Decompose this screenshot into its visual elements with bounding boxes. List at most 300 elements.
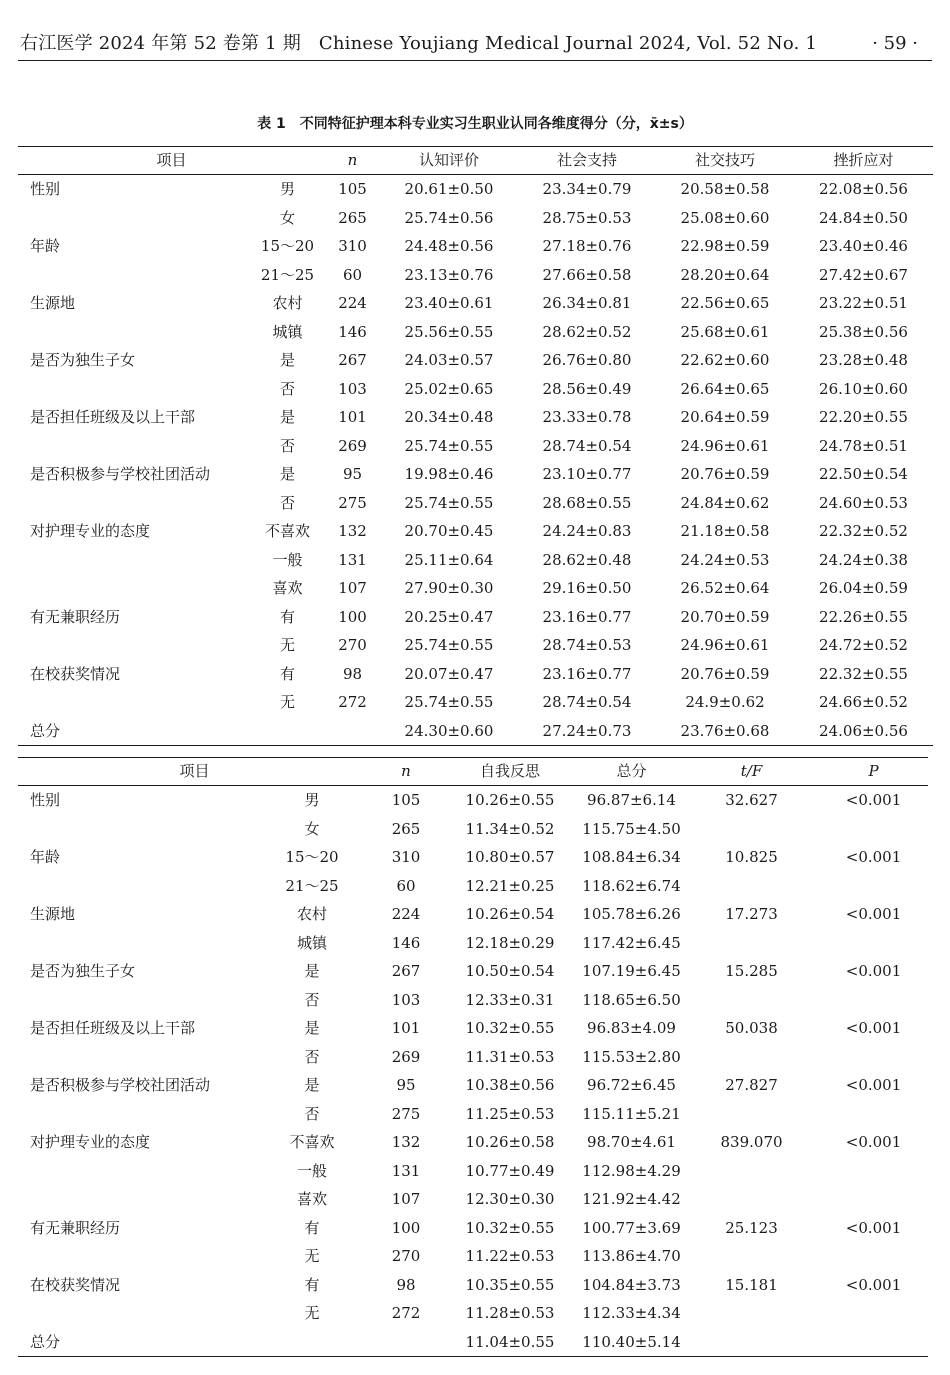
row-value-a: 25.11±0.64 <box>404 550 494 569</box>
row-subgroup: 无 <box>304 1247 320 1265</box>
row-subgroup: 不喜欢 <box>289 1133 335 1151</box>
row-item: 是否担任班级及以上干部 <box>30 408 196 426</box>
row-value-c: 20.76±0.59 <box>680 465 770 483</box>
row-value-d <box>819 1185 928 1214</box>
header-social-support: 社会支持 <box>518 147 656 175</box>
table-row <box>18 1128 928 1157</box>
row-value-b: 100.77±3.69 <box>582 1218 681 1237</box>
row-value-b: 104.84±3.73 <box>582 1275 681 1294</box>
journal-line <box>20 30 817 58</box>
row-value-b: 96.72±6.45 <box>587 1076 676 1094</box>
row-value-a: 12.30±0.30 <box>465 1190 555 1208</box>
table-row <box>18 432 933 461</box>
table-caption <box>0 113 950 135</box>
row-value-a: 12.21±0.25 <box>465 876 555 895</box>
table-row <box>18 204 933 233</box>
row-value-b: 28.62±0.52 <box>542 322 632 341</box>
row-n: 224 <box>338 294 367 312</box>
row-value-a: 10.80±0.57 <box>465 848 555 866</box>
row-value-c: 20.58±0.58 <box>680 180 770 198</box>
row-n: 269 <box>338 436 367 455</box>
row-item: 是否为独生子女 <box>30 351 136 369</box>
row-value-a: 11.34±0.52 <box>465 819 555 838</box>
row-value-d: 23.40±0.46 <box>819 237 908 255</box>
row-n: 132 <box>391 1133 421 1151</box>
row-value-d: 25.38±0.56 <box>819 322 908 341</box>
row-value-a: 11.25±0.53 <box>465 1104 555 1123</box>
row-value-a: 25.74±0.56 <box>404 208 494 227</box>
row-value-d <box>819 1299 928 1328</box>
row-value-a: 25.74±0.55 <box>404 636 494 654</box>
row-n: 107 <box>338 579 367 597</box>
row-value-c: 27.827 <box>725 1076 778 1094</box>
header-self-reflection: 自我反思 <box>441 758 579 786</box>
row-value-d: 26.04±0.59 <box>819 579 908 597</box>
row-value-b: 23.16±0.77 <box>542 607 632 626</box>
row-value-a: 20.70±0.45 <box>404 522 494 540</box>
row-value-d <box>819 1157 928 1186</box>
table-row <box>18 688 933 717</box>
header-cognitive: 认知评价 <box>380 147 518 175</box>
row-value-a: 24.48±0.56 <box>404 237 494 255</box>
row-n: 105 <box>338 180 367 198</box>
row-value-b: 98.70±4.61 <box>587 1133 676 1151</box>
row-n: 265 <box>391 819 421 838</box>
header-p: P <box>819 758 928 786</box>
table-row <box>18 1214 928 1243</box>
row-subgroup: 否 <box>280 493 296 512</box>
row-subgroup: 有 <box>280 607 296 626</box>
row-item <box>18 546 250 575</box>
row-value-d <box>819 872 928 901</box>
row-n: 103 <box>391 990 421 1009</box>
row-n: 60 <box>342 265 363 284</box>
row-n: 98 <box>396 1275 416 1294</box>
row-subgroup: 否 <box>304 1047 320 1066</box>
row-value-d: <0.001 <box>845 1076 902 1094</box>
row-n: 275 <box>338 493 367 512</box>
row-subgroup: 否 <box>280 436 296 455</box>
row-item <box>18 489 250 518</box>
row-n <box>325 717 380 746</box>
row-value-d: 22.32±0.55 <box>819 664 908 683</box>
row-value-c: 22.56±0.65 <box>680 294 770 312</box>
row-n: 100 <box>391 1218 421 1237</box>
table-row <box>18 517 933 546</box>
row-item <box>18 1157 253 1186</box>
row-item: 生源地 <box>30 905 76 923</box>
row-item: 在校获奖情况 <box>30 664 121 683</box>
row-subgroup: 21～25 <box>260 265 315 284</box>
row-subgroup: 是 <box>304 962 320 980</box>
row-item: 生源地 <box>30 294 76 312</box>
row-item <box>18 1043 253 1072</box>
row-subgroup: 无 <box>280 693 296 711</box>
row-value-b: 105.78±6.26 <box>582 905 681 923</box>
row-value-a: 25.74±0.55 <box>404 436 494 455</box>
row-value-c: 20.64±0.59 <box>680 408 770 426</box>
row-value-c: 22.98±0.59 <box>680 237 770 255</box>
row-item <box>18 815 253 844</box>
row-value-d: 24.06±0.56 <box>794 717 933 746</box>
table-row <box>18 1242 928 1271</box>
row-item: 年龄 <box>30 237 61 255</box>
row-value-b: 23.33±0.78 <box>542 408 632 426</box>
row-item <box>18 1185 253 1214</box>
row-subgroup: 15～20 <box>285 848 339 866</box>
header-social-skills: 社交技巧 <box>656 147 794 175</box>
row-item: 对护理专业的态度 <box>30 522 151 540</box>
row-subgroup: 男 <box>304 791 320 809</box>
row-value-a: 24.30±0.60 <box>380 717 518 746</box>
table-row <box>18 843 928 872</box>
header-item: 项目 <box>18 147 325 175</box>
row-value-b: 96.87±6.14 <box>587 791 676 809</box>
row-value-b: 28.74±0.54 <box>542 693 632 711</box>
row-item: 性别 <box>30 180 61 198</box>
row-subgroup <box>253 1328 371 1357</box>
header-item: 项目 <box>18 758 371 786</box>
row-value-c <box>684 1157 819 1186</box>
row-item: 有无兼职经历 <box>30 1218 121 1237</box>
row-value-a: 10.77±0.49 <box>465 1161 555 1180</box>
row-value-d: <0.001 <box>845 1133 902 1151</box>
row-item <box>18 1242 253 1271</box>
row-value-a: 20.07±0.47 <box>404 664 494 683</box>
row-value-d: 24.66±0.52 <box>819 693 908 711</box>
table-row <box>18 815 928 844</box>
table-row <box>18 1014 928 1043</box>
row-value-d <box>819 1328 928 1357</box>
row-value-a: 24.03±0.57 <box>404 351 494 369</box>
row-subgroup: 无 <box>280 636 296 654</box>
row-item: 年龄 <box>30 848 61 866</box>
running-header <box>18 30 932 61</box>
row-value-d: <0.001 <box>845 1019 902 1037</box>
row-n: 270 <box>338 636 367 654</box>
row-value-a: 19.98±0.46 <box>404 465 494 483</box>
row-subgroup: 有 <box>304 1218 320 1237</box>
row-item <box>18 929 253 958</box>
row-value-a: 10.26±0.54 <box>465 905 555 923</box>
row-value-c: 50.038 <box>725 1019 778 1037</box>
row-value-c <box>684 1328 819 1357</box>
row-value-b: 121.92±4.42 <box>582 1190 681 1208</box>
row-n: 267 <box>391 962 421 980</box>
row-value-b: 118.62±6.74 <box>582 876 681 895</box>
row-value-c <box>684 872 819 901</box>
row-value-a: 11.04±0.55 <box>441 1328 579 1357</box>
table-row <box>18 346 933 375</box>
row-value-c: 25.123 <box>725 1218 778 1237</box>
row-item: 在校获奖情况 <box>30 1275 121 1294</box>
row-value-a: 25.74±0.55 <box>404 693 494 711</box>
row-value-c: 23.76±0.68 <box>656 717 794 746</box>
row-value-a: 20.34±0.48 <box>404 408 494 426</box>
header-frustration: 挫折应对 <box>794 147 933 175</box>
table-row <box>18 900 928 929</box>
row-value-b: 27.18±0.76 <box>542 237 632 255</box>
row-value-c: 15.181 <box>725 1275 778 1294</box>
row-value-c: 32.627 <box>725 791 778 809</box>
row-value-b: 27.24±0.73 <box>518 717 656 746</box>
table-row <box>18 1271 928 1300</box>
journal-cn: 右江医学 2024 年第 52 卷第 1 期 <box>20 33 301 54</box>
row-value-c: 24.24±0.53 <box>680 550 770 569</box>
row-n: 131 <box>338 550 367 569</box>
row-n: 131 <box>391 1161 421 1180</box>
row-n: 224 <box>391 905 421 923</box>
row-value-b: 23.10±0.77 <box>542 465 632 483</box>
row-value-c <box>684 1043 819 1072</box>
table-row <box>18 660 933 689</box>
table-header-row <box>18 147 933 175</box>
table-row <box>18 1157 928 1186</box>
row-subgroup: 是 <box>280 351 296 369</box>
row-value-b: 28.74±0.54 <box>542 436 632 455</box>
row-value-a: 10.32±0.55 <box>465 1019 555 1037</box>
row-subgroup: 否 <box>304 1104 320 1123</box>
table-row <box>18 1043 928 1072</box>
table-row <box>18 289 933 318</box>
row-value-c <box>684 1100 819 1129</box>
row-subgroup: 城镇 <box>272 322 303 341</box>
page-number: · 59 · <box>872 33 918 54</box>
table-row <box>18 986 928 1015</box>
row-value-a: 10.26±0.58 <box>465 1133 555 1151</box>
row-value-b: 23.34±0.79 <box>542 180 632 198</box>
row-value-b: 96.83±4.09 <box>587 1019 676 1037</box>
row-value-a: 20.25±0.47 <box>404 607 494 626</box>
row-value-a: 20.61±0.50 <box>404 180 494 198</box>
row-value-d: 27.42±0.67 <box>819 265 908 284</box>
row-value-b: 107.19±6.45 <box>582 962 681 980</box>
row-value-d <box>819 929 928 958</box>
row-subgroup: 21～25 <box>285 876 339 895</box>
row-value-a: 23.13±0.76 <box>404 265 494 284</box>
table-row <box>18 1328 928 1357</box>
row-n: 95 <box>342 465 363 483</box>
row-subgroup: 一般 <box>297 1161 328 1180</box>
table-row <box>18 375 933 404</box>
row-item: 对护理专业的态度 <box>30 1133 151 1151</box>
table-row <box>18 175 933 204</box>
row-item <box>18 1299 253 1328</box>
row-value-a: 27.90±0.30 <box>404 579 494 597</box>
row-value-c: 24.9±0.62 <box>685 693 765 711</box>
row-item: 是否积极参与学校社团活动 <box>30 1076 211 1094</box>
row-subgroup: 15～20 <box>260 237 315 255</box>
row-value-a: 11.31±0.53 <box>465 1047 555 1066</box>
row-value-b: 118.65±6.50 <box>582 990 681 1009</box>
row-subgroup: 城镇 <box>297 933 328 952</box>
row-subgroup: 有 <box>280 664 296 683</box>
row-subgroup: 否 <box>304 990 320 1009</box>
row-value-d: <0.001 <box>845 1275 902 1294</box>
row-value-d <box>819 815 928 844</box>
table-part-1 <box>18 146 933 746</box>
row-subgroup: 是 <box>304 1019 320 1037</box>
row-value-c <box>684 1185 819 1214</box>
row-value-b: 115.11±5.21 <box>582 1104 681 1123</box>
row-n: 100 <box>338 607 367 626</box>
table-row <box>18 574 933 603</box>
table-row <box>18 957 928 986</box>
row-value-d: 24.24±0.38 <box>819 550 908 569</box>
row-subgroup: 女 <box>280 208 296 227</box>
row-value-c <box>684 1299 819 1328</box>
row-n: 275 <box>391 1104 421 1123</box>
row-subgroup: 喜欢 <box>297 1190 328 1208</box>
header-n: n <box>325 147 380 175</box>
row-value-b: 26.34±0.81 <box>542 294 632 312</box>
row-n: 98 <box>342 664 363 683</box>
row-subgroup: 一般 <box>272 550 303 569</box>
row-value-b: 28.74±0.53 <box>542 636 632 654</box>
table-row <box>18 1100 928 1129</box>
table-row <box>18 232 933 261</box>
row-value-a: 11.22±0.53 <box>465 1247 555 1265</box>
row-value-d: 24.84±0.50 <box>819 208 908 227</box>
table-row <box>18 403 933 432</box>
row-value-c <box>684 815 819 844</box>
row-value-d: 22.50±0.54 <box>819 465 908 483</box>
row-subgroup: 有 <box>304 1275 320 1294</box>
row-value-c: 839.070 <box>720 1133 783 1151</box>
row-n: 269 <box>391 1047 421 1066</box>
row-value-b: 29.16±0.50 <box>542 579 632 597</box>
row-n: 267 <box>338 351 367 369</box>
row-value-b: 24.24±0.83 <box>542 522 632 540</box>
row-item: 是否为独生子女 <box>30 962 136 980</box>
row-item <box>18 872 253 901</box>
row-value-c: 24.84±0.62 <box>680 493 770 512</box>
row-value-c: 21.18±0.58 <box>680 522 770 540</box>
row-subgroup: 是 <box>280 465 296 483</box>
row-value-b: 112.98±4.29 <box>582 1161 681 1180</box>
row-value-d: 22.08±0.56 <box>819 180 908 198</box>
row-value-c: 28.20±0.64 <box>680 265 770 284</box>
row-value-b: 28.62±0.48 <box>542 550 632 569</box>
row-item <box>18 261 250 290</box>
row-item <box>18 986 253 1015</box>
table-row <box>18 786 928 815</box>
row-n: 107 <box>391 1190 421 1208</box>
row-value-c: 20.76±0.59 <box>680 664 770 683</box>
table-number: 表 1 <box>257 116 286 132</box>
row-value-d: 26.10±0.60 <box>819 379 908 398</box>
row-value-b: 28.68±0.55 <box>542 493 632 512</box>
row-value-d <box>819 986 928 1015</box>
row-value-d: <0.001 <box>845 962 902 980</box>
row-subgroup: 无 <box>304 1304 320 1322</box>
row-value-c: 17.273 <box>725 905 778 923</box>
row-n: 103 <box>338 379 367 398</box>
table-1-body <box>18 175 933 746</box>
row-item <box>18 318 250 347</box>
row-value-c: 25.08±0.60 <box>680 208 770 227</box>
row-value-b: 115.53±2.80 <box>582 1047 681 1066</box>
row-n: 310 <box>338 237 367 255</box>
row-value-c: 15.285 <box>725 962 778 980</box>
row-value-a: 25.74±0.55 <box>404 493 494 512</box>
row-value-c <box>684 929 819 958</box>
row-value-c: 24.96±0.61 <box>680 436 770 455</box>
row-value-a: 25.02±0.65 <box>404 379 494 398</box>
table-row <box>18 872 928 901</box>
row-subgroup <box>250 717 325 746</box>
table-row <box>18 1299 928 1328</box>
row-value-b: 28.56±0.49 <box>542 379 632 398</box>
row-n: 101 <box>338 408 367 426</box>
row-item: 总分 <box>18 1328 253 1357</box>
row-value-d: 24.72±0.52 <box>819 636 908 654</box>
row-value-d <box>819 1043 928 1072</box>
row-item <box>18 1100 253 1129</box>
row-value-c: 26.64±0.65 <box>680 379 770 398</box>
row-value-b: 28.75±0.53 <box>542 208 632 227</box>
table-row <box>18 489 933 518</box>
row-value-a: 10.26±0.55 <box>465 791 555 809</box>
row-n: 132 <box>338 522 367 540</box>
row-value-b: 117.42±6.45 <box>582 933 681 952</box>
row-value-b: 108.84±6.34 <box>582 848 681 866</box>
row-value-c: 24.96±0.61 <box>680 636 770 654</box>
row-value-b: 27.66±0.58 <box>542 265 632 284</box>
row-subgroup: 农村 <box>272 294 303 312</box>
table-row <box>18 929 928 958</box>
row-n: 265 <box>338 208 367 227</box>
row-item: 总分 <box>18 717 250 746</box>
row-n <box>371 1328 441 1357</box>
row-subgroup: 农村 <box>297 905 328 923</box>
table-row <box>18 1071 928 1100</box>
row-subgroup: 喜欢 <box>272 579 303 597</box>
row-value-a: 10.50±0.54 <box>465 962 555 980</box>
table-row <box>18 603 933 632</box>
row-subgroup: 男 <box>280 180 296 198</box>
row-value-b: 23.16±0.77 <box>542 664 632 683</box>
row-value-d: 23.28±0.48 <box>819 351 908 369</box>
row-value-d: 24.78±0.51 <box>819 436 908 455</box>
table-title: 不同特征护理本科专业实习生职业认同各维度得分（分，x̄±s） <box>299 116 693 132</box>
row-value-c: 10.825 <box>725 848 778 866</box>
table-row <box>18 631 933 660</box>
row-value-d: <0.001 <box>845 848 902 866</box>
row-value-b: 113.86±4.70 <box>582 1247 681 1265</box>
row-item: 有无兼职经历 <box>30 607 121 626</box>
table-row <box>18 546 933 575</box>
row-value-d: <0.001 <box>845 791 902 809</box>
row-value-a: 10.35±0.55 <box>465 1275 555 1294</box>
row-value-d: 23.22±0.51 <box>819 294 908 312</box>
table-row <box>18 1185 928 1214</box>
row-subgroup: 女 <box>304 819 320 838</box>
row-item <box>18 688 250 717</box>
row-value-d: 22.20±0.55 <box>819 408 908 426</box>
row-subgroup: 是 <box>280 408 296 426</box>
row-value-c <box>684 986 819 1015</box>
table-part-2 <box>18 757 928 1357</box>
journal-en: Chinese Youjiang Medical Journal 2024, Vol. 52 No. 1 <box>318 33 818 54</box>
row-value-a: 10.32±0.55 <box>465 1218 555 1237</box>
row-value-c: 22.62±0.60 <box>680 351 770 369</box>
row-value-c: 20.70±0.59 <box>680 607 770 626</box>
row-subgroup: 不喜欢 <box>265 522 311 540</box>
row-n: 270 <box>391 1247 421 1265</box>
header-n: n <box>371 758 441 786</box>
row-value-d <box>819 1100 928 1129</box>
